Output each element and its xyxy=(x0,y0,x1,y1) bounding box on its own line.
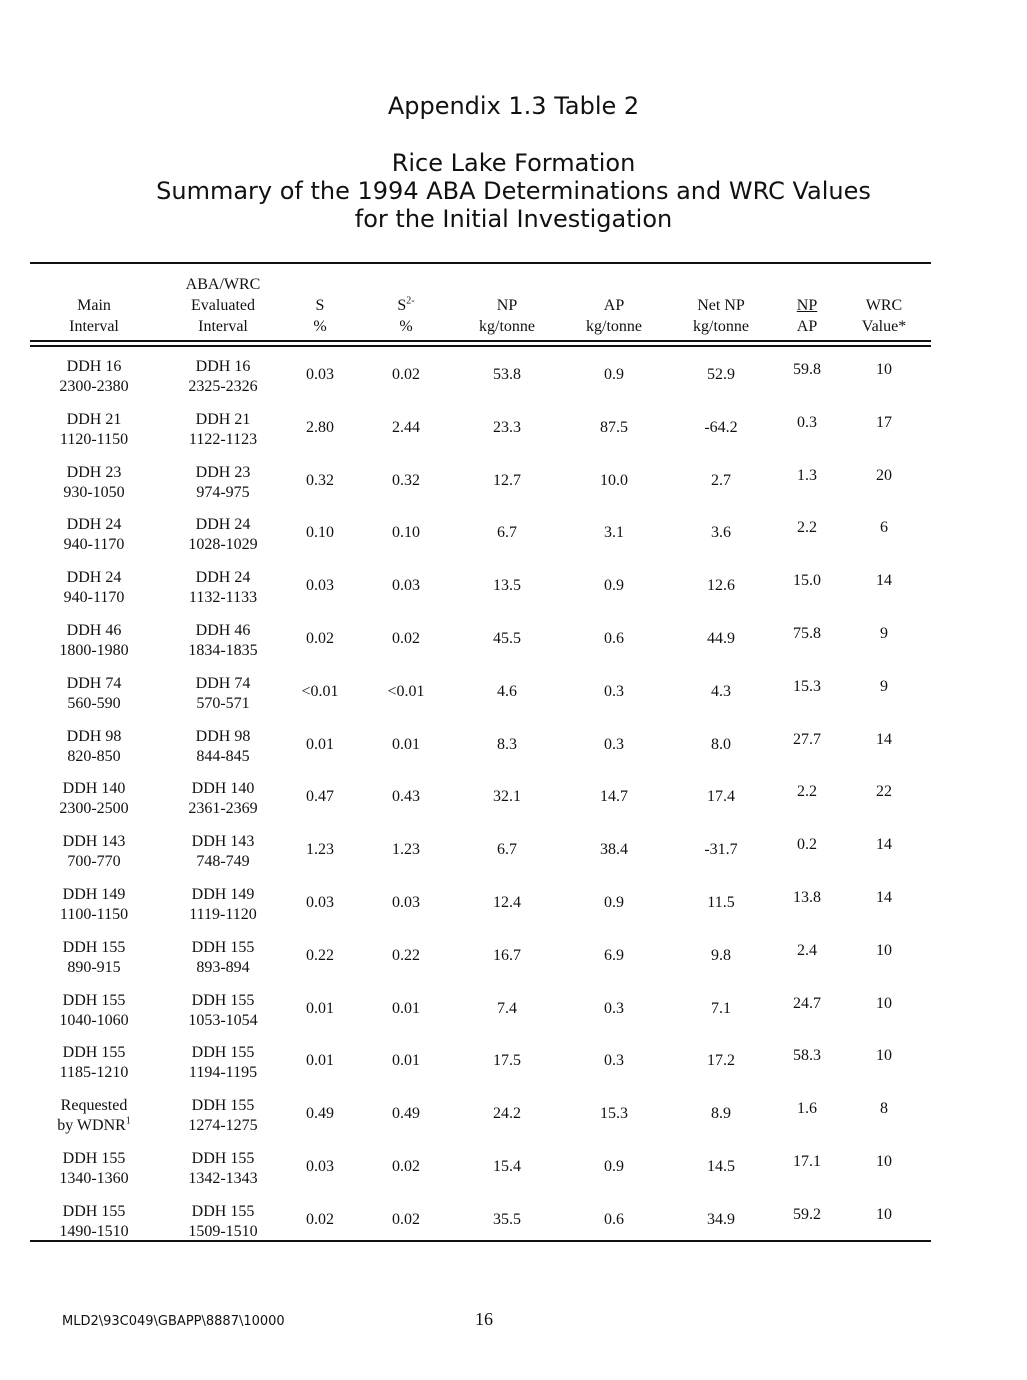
table-row xyxy=(0,936,1027,989)
evaluated-interval-hole: DDH 140 xyxy=(191,780,255,798)
evaluated-interval-hole: DDH 155 xyxy=(191,1097,255,1115)
table-row xyxy=(0,989,1027,1042)
main-interval-range-text: 1490-1510 xyxy=(59,1222,129,1240)
evaluated-interval-hole: DDH 46 xyxy=(195,621,251,639)
table-row xyxy=(0,777,1027,830)
np-ap-ratio: 59.8 xyxy=(793,361,821,378)
main-interval xyxy=(46,515,142,555)
ap-value: 0.6 xyxy=(604,629,624,647)
main-interval-hole: DDH 155 xyxy=(62,1044,126,1062)
main-interval-hole: DDH 16 xyxy=(66,358,122,375)
sulfide-percent: 0.01 xyxy=(392,735,420,753)
evaluated-interval xyxy=(168,779,278,819)
evaluated-interval xyxy=(168,568,278,608)
wrc-value: 14 xyxy=(876,836,892,854)
main-interval xyxy=(46,410,142,450)
net-np-value: 44.9 xyxy=(707,629,735,647)
footnote-marker: 1 xyxy=(125,1115,131,1127)
net-np-value: 2.7 xyxy=(711,471,731,489)
table-row xyxy=(0,408,1027,461)
evaluated-interval xyxy=(168,621,278,661)
main-interval-range-text: 930-1050 xyxy=(63,483,125,501)
ap-value: 0.3 xyxy=(604,999,624,1017)
header-s-line1: S xyxy=(315,297,325,314)
sulfur-percent: <0.01 xyxy=(301,682,339,700)
evaluated-interval xyxy=(168,885,278,925)
main-interval-hole: DDH 24 xyxy=(66,516,122,534)
main-interval-range xyxy=(46,377,142,397)
wrc-value: 10 xyxy=(876,941,892,959)
ap-value: 38.4 xyxy=(600,841,628,859)
np-ap-ratio: 75.8 xyxy=(793,624,821,642)
table-row xyxy=(0,619,1027,672)
main-interval-range-text: 1340-1360 xyxy=(59,1169,129,1187)
sulfide-percent: 0.01 xyxy=(392,999,420,1017)
np-value: 23.3 xyxy=(493,418,521,436)
net-np-value: 11.5 xyxy=(707,893,735,911)
evaluated-interval-range: 748-749 xyxy=(196,853,250,871)
header-main-line2: Interval xyxy=(69,318,119,335)
sulfur-percent: 2.80 xyxy=(306,418,334,436)
header-s2-superscript: 2- xyxy=(406,295,415,307)
main-interval-hole: DDH 143 xyxy=(62,833,126,851)
evaluated-interval-range: 1132-1133 xyxy=(188,589,258,607)
np-ap-ratio: 2.2 xyxy=(797,519,817,537)
main-interval-hole: DDH 46 xyxy=(66,621,122,639)
evaluated-interval xyxy=(168,515,278,555)
main-interval-range xyxy=(46,483,142,503)
wrc-value: 10 xyxy=(876,1152,892,1170)
wrc-value: 14 xyxy=(876,572,892,590)
wrc-value: 10 xyxy=(876,361,892,378)
net-np-value: 12.6 xyxy=(707,577,735,595)
main-interval-hole: DDH 23 xyxy=(66,463,122,481)
header-s2-base: S xyxy=(397,297,407,314)
net-np-value: 9.8 xyxy=(711,946,731,964)
evaluated-interval-range: 844-845 xyxy=(196,747,250,765)
ap-value: 0.9 xyxy=(604,1157,624,1175)
appendix-title: Appendix 1.3 Table 2 xyxy=(387,92,640,120)
main-interval-range-text: 940-1170 xyxy=(63,536,125,554)
main-interval-range xyxy=(46,905,142,925)
header-wrc-line2: Value* xyxy=(861,318,907,335)
ap-value: 6.9 xyxy=(604,946,624,964)
np-ap-ratio: 15.0 xyxy=(793,572,821,590)
evaluated-interval-range: 1122-1123 xyxy=(188,430,258,448)
main-interval xyxy=(46,779,142,819)
sulfide-percent: 0.01 xyxy=(392,1052,420,1070)
sulfide-percent: 0.02 xyxy=(392,629,420,647)
table-row xyxy=(0,1147,1027,1200)
evaluated-interval xyxy=(168,727,278,767)
table-row xyxy=(0,1200,1027,1253)
evaluated-interval-hole: DDH 155 xyxy=(191,938,255,956)
header-ratio-denominator: AP xyxy=(796,318,818,335)
main-interval xyxy=(46,674,142,714)
evaluated-interval-range: 1274-1275 xyxy=(188,1117,258,1135)
header-evaluated-interval xyxy=(168,274,278,336)
ap-value: 0.3 xyxy=(604,1052,624,1070)
table-row xyxy=(0,1041,1027,1094)
header-ratio-numerator: NP xyxy=(796,297,818,314)
ap-value: 0.9 xyxy=(604,366,624,383)
ap-value: 0.3 xyxy=(604,682,624,700)
main-interval xyxy=(46,568,142,608)
sulfur-percent: 0.49 xyxy=(306,1105,334,1123)
np-value: 24.2 xyxy=(493,1105,521,1123)
main-interval xyxy=(46,1096,142,1136)
net-np-value: 14.5 xyxy=(707,1157,735,1175)
evaluated-interval-range: 1119-1120 xyxy=(189,905,257,923)
evaluated-interval xyxy=(168,832,278,872)
wrc-value: 9 xyxy=(880,624,888,642)
np-value: 12.7 xyxy=(493,471,521,489)
evaluated-interval-range: 1834-1835 xyxy=(188,641,258,659)
sulfur-percent: 0.01 xyxy=(306,735,334,753)
sulfur-percent: 0.02 xyxy=(306,629,334,647)
header-eval-line2: Evaluated xyxy=(191,297,255,314)
net-np-value: -31.7 xyxy=(704,841,738,859)
sulfide-percent: 0.32 xyxy=(392,471,420,489)
sulfide-percent: 0.03 xyxy=(392,893,420,911)
header-np-line1: NP xyxy=(496,297,518,314)
main-interval-hole: DDH 149 xyxy=(62,885,126,903)
table-body xyxy=(0,355,1027,1253)
np-ap-ratio: 15.3 xyxy=(793,677,821,695)
sulfur-percent: 1.23 xyxy=(306,841,334,859)
ap-value: 0.9 xyxy=(604,893,624,911)
evaluated-interval-range: 1028-1029 xyxy=(188,536,258,554)
main-interval-range-text: 890-915 xyxy=(67,958,121,976)
evaluated-interval xyxy=(168,1149,278,1189)
evaluated-interval xyxy=(168,1202,278,1242)
ap-value: 87.5 xyxy=(600,418,628,436)
np-value: 17.5 xyxy=(493,1052,521,1070)
main-interval-range xyxy=(46,1063,142,1083)
main-interval-range xyxy=(46,852,142,872)
header-main-line1: Main xyxy=(77,297,111,314)
main-interval-hole: DDH 140 xyxy=(62,780,126,798)
header-netnp-line2: kg/tonne xyxy=(693,318,749,335)
evaluated-interval xyxy=(168,463,278,503)
net-np-value: 52.9 xyxy=(707,366,735,383)
np-ap-ratio: 13.8 xyxy=(793,888,821,906)
main-interval xyxy=(46,1202,142,1242)
table-row xyxy=(0,672,1027,725)
header-ap-line2: kg/tonne xyxy=(586,318,642,335)
sulfide-percent: 1.23 xyxy=(392,841,420,859)
sulfur-percent: 0.01 xyxy=(306,999,334,1017)
main-interval xyxy=(46,938,142,978)
net-np-value: 7.1 xyxy=(711,999,731,1017)
main-interval-range xyxy=(46,588,142,608)
wrc-value: 6 xyxy=(880,519,888,537)
table-row xyxy=(0,566,1027,619)
evaluated-interval xyxy=(168,991,278,1031)
evaluated-interval xyxy=(168,674,278,714)
np-ap-ratio: 2.4 xyxy=(797,941,817,959)
evaluated-interval-range: 2325-2326 xyxy=(188,378,258,395)
evaluated-interval-hole: DDH 16 xyxy=(195,358,251,375)
header-netnp-line1: Net NP xyxy=(697,297,745,314)
ap-value: 14.7 xyxy=(600,788,628,806)
header-ap-line1: AP xyxy=(603,297,625,314)
wrc-value: 10 xyxy=(876,1047,892,1065)
wrc-value: 10 xyxy=(876,994,892,1012)
ap-value: 0.3 xyxy=(604,735,624,753)
summary-title: Summary of the 1994 ABA Determinations and WRC Values xyxy=(156,177,871,205)
main-interval-range xyxy=(46,1116,142,1136)
main-interval xyxy=(46,832,142,872)
evaluated-interval-range: 1053-1054 xyxy=(188,1011,258,1029)
np-value: 12.4 xyxy=(493,893,521,911)
main-interval-range-text: 940-1170 xyxy=(63,589,125,607)
evaluated-interval-range: 893-894 xyxy=(196,958,250,976)
sulfide-percent: 0.02 xyxy=(392,366,420,383)
np-value: 8.3 xyxy=(497,735,517,753)
np-ap-ratio: 27.7 xyxy=(793,730,821,748)
sulfide-percent: 0.22 xyxy=(392,946,420,964)
np-ap-ratio: 59.2 xyxy=(793,1205,821,1223)
header-eval-line3: Interval xyxy=(198,318,248,335)
wrc-value: 8 xyxy=(880,1100,888,1118)
evaluated-interval-range: 1342-1343 xyxy=(188,1169,258,1187)
np-value: 13.5 xyxy=(493,577,521,595)
main-interval-hole: DDH 155 xyxy=(62,1149,126,1167)
np-value: 15.4 xyxy=(493,1157,521,1175)
table-row xyxy=(0,725,1027,778)
np-value: 53.8 xyxy=(493,366,521,383)
main-interval-range xyxy=(46,430,142,450)
document-code: MLD2\93C049\GBAPP\8887\10000 xyxy=(62,1314,285,1329)
evaluated-interval-range: 974-975 xyxy=(196,483,250,501)
main-interval-range-text: 1100-1150 xyxy=(59,905,129,923)
evaluated-interval-hole: DDH 74 xyxy=(195,674,251,692)
main-interval-range xyxy=(46,799,142,819)
np-ap-ratio: 58.3 xyxy=(793,1047,821,1065)
main-interval-hole: DDH 98 xyxy=(66,727,122,745)
evaluated-interval-hole: DDH 143 xyxy=(191,833,255,851)
ap-value: 15.3 xyxy=(600,1105,628,1123)
main-interval-range-text: 2300-2500 xyxy=(59,800,129,818)
main-interval-range-text: 1800-1980 xyxy=(59,641,129,659)
main-interval xyxy=(46,357,142,397)
table-row xyxy=(0,513,1027,566)
main-interval-range-text: 1185-1210 xyxy=(59,1064,129,1082)
np-value: 6.7 xyxy=(497,841,517,859)
evaluated-interval-hole: DDH 155 xyxy=(191,1202,255,1220)
sulfide-percent: 0.43 xyxy=(392,788,420,806)
main-interval-range-text: 2300-2380 xyxy=(59,378,129,395)
np-value: 32.1 xyxy=(493,788,521,806)
header-s2-line1 xyxy=(368,295,444,316)
sulfide-percent: <0.01 xyxy=(387,682,425,700)
evaluated-interval-range: 1194-1195 xyxy=(188,1064,258,1082)
net-np-value: 8.9 xyxy=(711,1105,731,1123)
np-value: 45.5 xyxy=(493,629,521,647)
header-double-rule-bottom xyxy=(30,345,931,347)
evaluated-interval-range: 2361-2369 xyxy=(188,800,258,818)
np-ap-ratio: 1.3 xyxy=(797,466,817,484)
main-interval-hole: DDH 74 xyxy=(66,674,122,692)
main-interval-range-text: by WDNR xyxy=(57,1117,126,1135)
main-interval-hole: Requested xyxy=(60,1097,128,1115)
evaluated-interval xyxy=(168,1043,278,1083)
main-interval-hole: DDH 24 xyxy=(66,569,122,587)
main-interval-range xyxy=(46,694,142,714)
header-double-rule-top xyxy=(30,340,931,342)
table-top-rule xyxy=(30,262,931,264)
main-interval-range xyxy=(46,535,142,555)
sulfide-percent: 0.10 xyxy=(392,524,420,542)
ap-value: 0.6 xyxy=(604,1210,624,1228)
np-ap-ratio: 2.2 xyxy=(797,783,817,801)
evaluated-interval xyxy=(168,1096,278,1136)
wrc-value: 10 xyxy=(876,1205,892,1223)
np-value: 4.6 xyxy=(497,682,517,700)
evaluated-interval-hole: DDH 155 xyxy=(191,1044,255,1062)
net-np-value: 17.4 xyxy=(707,788,735,806)
main-interval-range xyxy=(46,641,142,661)
main-interval-range-text: 700-770 xyxy=(67,853,121,871)
net-np-value: 4.3 xyxy=(711,682,731,700)
net-np-value: 17.2 xyxy=(707,1052,735,1070)
evaluated-interval xyxy=(168,410,278,450)
ap-value: 0.9 xyxy=(604,577,624,595)
main-interval-range xyxy=(46,1222,142,1242)
main-interval-hole: DDH 155 xyxy=(62,991,126,1009)
np-ap-ratio: 1.6 xyxy=(797,1100,817,1118)
header-s-line2: % xyxy=(313,318,327,335)
main-interval xyxy=(46,1043,142,1083)
main-interval-range-text: 820-850 xyxy=(67,747,121,765)
evaluated-interval-range: 1509-1510 xyxy=(188,1222,258,1240)
sulfur-percent: 0.47 xyxy=(306,788,334,806)
np-value: 16.7 xyxy=(493,946,521,964)
evaluated-interval-hole: DDH 23 xyxy=(195,463,251,481)
main-interval xyxy=(46,991,142,1031)
main-interval-hole: DDH 155 xyxy=(62,938,126,956)
evaluated-interval xyxy=(168,938,278,978)
net-np-value: -64.2 xyxy=(704,418,738,436)
main-interval-range-text: 1120-1150 xyxy=(59,430,129,448)
main-interval-range xyxy=(46,1169,142,1189)
sulfur-percent: 0.03 xyxy=(306,366,334,383)
evaluated-interval-hole: DDH 24 xyxy=(195,569,251,587)
evaluated-interval-hole: DDH 155 xyxy=(191,1149,255,1167)
main-interval xyxy=(46,727,142,767)
np-value: 6.7 xyxy=(497,524,517,542)
page-number: 16 xyxy=(475,1309,493,1329)
investigation-title: for the Initial Investigation xyxy=(354,205,673,233)
sulfide-percent: 0.02 xyxy=(392,1157,420,1175)
header-wrc-line1: WRC xyxy=(865,297,903,314)
sulfur-percent: 0.03 xyxy=(306,1157,334,1175)
sulfide-percent: 0.02 xyxy=(392,1210,420,1228)
evaluated-interval-hole: DDH 98 xyxy=(195,727,251,745)
main-interval xyxy=(46,885,142,925)
main-interval-range xyxy=(46,1011,142,1031)
main-interval xyxy=(46,1149,142,1189)
sulfide-percent: 0.03 xyxy=(392,577,420,595)
np-value: 7.4 xyxy=(497,999,517,1017)
header-s2-line2: % xyxy=(399,318,413,335)
header-eval-line1: ABA/WRC xyxy=(185,276,261,293)
evaluated-interval-hole: DDH 21 xyxy=(195,410,251,428)
sulfur-percent: 0.03 xyxy=(306,893,334,911)
wrc-value: 9 xyxy=(880,677,888,695)
wrc-value: 14 xyxy=(876,730,892,748)
evaluated-interval xyxy=(168,357,278,397)
np-ap-ratio: 0.2 xyxy=(797,836,817,854)
main-interval-range xyxy=(46,958,142,978)
main-interval xyxy=(46,463,142,503)
header-np-line2: kg/tonne xyxy=(479,318,535,335)
table-row xyxy=(0,461,1027,514)
table-row xyxy=(0,1094,1027,1147)
sulfur-percent: 0.22 xyxy=(306,946,334,964)
wrc-value: 22 xyxy=(876,783,892,801)
ap-value: 3.1 xyxy=(604,524,624,542)
ap-value: 10.0 xyxy=(600,471,628,489)
main-interval xyxy=(46,621,142,661)
main-interval-range xyxy=(46,747,142,767)
main-interval-range-text: 560-590 xyxy=(67,694,121,712)
wrc-value: 20 xyxy=(876,466,892,484)
wrc-value: 14 xyxy=(876,888,892,906)
table-row xyxy=(0,830,1027,883)
np-value: 35.5 xyxy=(493,1210,521,1228)
sulfur-percent: 0.32 xyxy=(306,471,334,489)
sulfide-percent: 0.49 xyxy=(392,1105,420,1123)
table-row xyxy=(0,355,1027,408)
main-interval-hole: DDH 155 xyxy=(62,1202,126,1220)
sulfur-percent: 0.10 xyxy=(306,524,334,542)
evaluated-interval-hole: DDH 24 xyxy=(195,516,251,534)
net-np-value: 3.6 xyxy=(711,524,731,542)
sulfur-percent: 0.03 xyxy=(306,577,334,595)
wrc-value: 17 xyxy=(876,413,892,431)
table-bottom-rule xyxy=(30,1240,931,1242)
evaluated-interval-hole: DDH 149 xyxy=(191,885,255,903)
net-np-value: 8.0 xyxy=(711,735,731,753)
sulfide-percent: 2.44 xyxy=(392,418,420,436)
sulfur-percent: 0.02 xyxy=(306,1210,334,1228)
np-ap-ratio: 24.7 xyxy=(793,994,821,1012)
sulfur-percent: 0.01 xyxy=(306,1052,334,1070)
np-ap-ratio: 17.1 xyxy=(793,1152,821,1170)
main-interval-hole: DDH 21 xyxy=(66,410,122,428)
formation-title: Rice Lake Formation xyxy=(391,149,636,177)
evaluated-interval-hole: DDH 155 xyxy=(191,991,255,1009)
table-row xyxy=(0,883,1027,936)
np-ap-ratio: 0.3 xyxy=(797,413,817,431)
evaluated-interval-range: 570-571 xyxy=(196,694,250,712)
net-np-value: 34.9 xyxy=(707,1210,735,1228)
main-interval-range-text: 1040-1060 xyxy=(59,1011,129,1029)
